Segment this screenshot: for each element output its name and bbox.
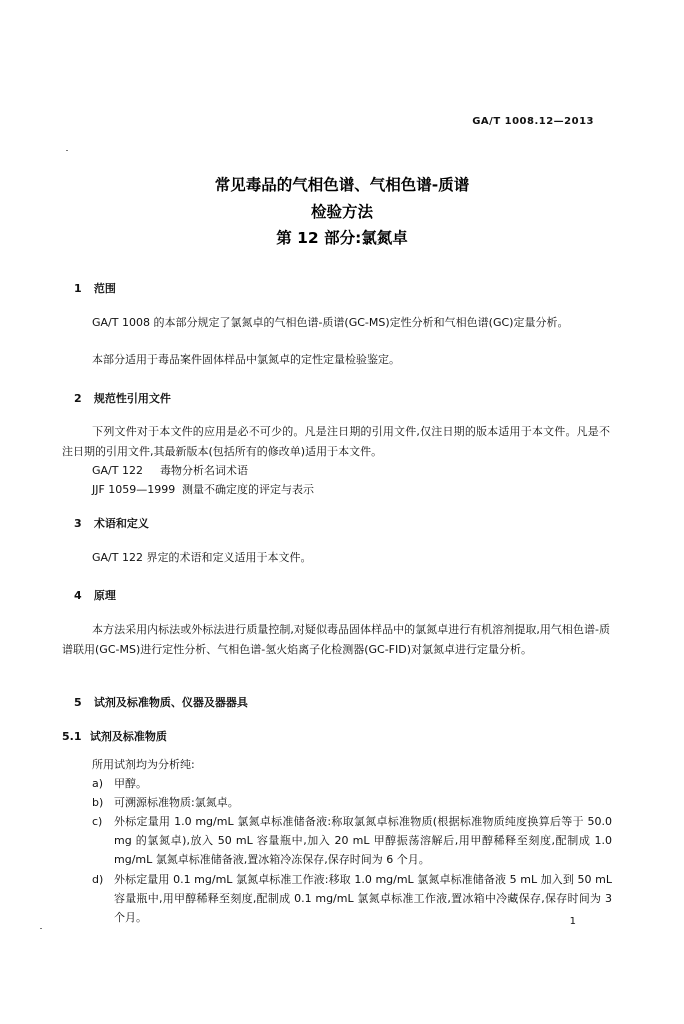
section-number: 5.1 [62,730,82,743]
reference-code: JJF 1059—1999 [92,483,176,496]
reagent-intro: 所用试剂均为分析纯: [92,758,195,771]
list-label: c) [92,815,103,828]
section-4-paragraph-1: 本方法采用内标法或外标法进行质量控制,对疑似毒品固体样品中的氯氮卓进行有机溶剂提取,用气相色谱-质谱联用(GC-MS)进行定性分析、气相色谱-氢火焰离子化检测器(GC-FID)对氯氮卓进行定量分析。 [62,623,610,656]
section-5-1-heading [62,728,167,744]
section-2-heading [74,390,171,406]
reference-title: 测量不确定度的评定与表示 [182,483,314,496]
reference-item [92,462,248,478]
section-title: 术语和定义 [93,517,149,530]
reference-item [92,481,314,497]
list-text: 可溯源标准物质:氯氮卓。 [114,796,239,809]
section-number: 5 [74,696,82,709]
section-1-paragraph-1: GA/T 1008 的本部分规定了氯氮卓的气相色谱-质谱(GC-MS)定性分析和气相色谱(GC)定量分析。 [92,316,569,329]
section-2-paragraph-1: 下列文件对于本文件的应用是必不可少的。凡是注日期的引用文件,仅注日期的版本适用于本文件。凡是不注日期的引用文件,其最新版本(包括所有的修改单)适用于本文件。 [62,425,610,458]
list-item [92,870,612,927]
section-number: 4 [74,589,82,602]
list-item [92,774,612,793]
list-text: 甲醇。 [114,777,147,790]
standard-number: GA/T 1008.12—2013 [472,116,594,127]
list-label: d) [92,873,104,886]
section-title: 规范性引用文件 [93,392,171,405]
title-line-2: 检验方法 [310,203,373,221]
section-4-heading [74,587,116,603]
section-1-heading [74,280,116,296]
page-number: 1 [569,916,576,927]
section-title: 试剂及标准物质、仪器及器器具 [93,696,248,709]
section-title: 范围 [93,282,116,295]
title-line-3: 第 12 部分:氯氮卓 [276,229,408,247]
reference-code: GA/T 122 [92,464,143,477]
list-label: a) [92,777,104,790]
section-number: 2 [74,392,82,405]
section-3-heading [74,515,149,531]
list-item [92,793,612,812]
scan-speck [40,928,42,929]
list-text: 外标定量用 0.1 mg/mL 氯氮卓标准工作液:移取 1.0 mg/mL 氯氮卓标准储备液 5 mL 加入到 50 mL 容量瓶中,用甲醇稀释至刻度,配制成 0.1 mg/mL 氯氮卓标准工作液,置冰箱中冷藏保存,保存时间为 3 个月。 [114,873,612,924]
section-3-paragraph-1: GA/T 122 界定的术语和定义适用于本文件。 [92,551,312,564]
list-text: 外标定量用 1.0 mg/mL 氯氮卓标准储备液:称取氯氮卓标准物质(根据标准物质纯度换算后等于 50.0 mg 的氯氮卓),放入 50 mL 容量瓶中,加入 20 mL 甲醇振荡溶解后,用甲醇稀释至刻度,配制成 1.0 mg/mL 氯氮卓标准储备液,置冰箱冷冻保存,保存时间为 6 个月。 [114,815,612,866]
title-line-1: 常见毒品的气相色谱、气相色谱-质谱 [214,176,470,194]
section-1-paragraph-2: 本部分适用于毒品案件固体样品中氯氮卓的定性定量检验鉴定。 [92,353,400,366]
reference-title: 毒物分析名词术语 [160,464,248,477]
scan-speck [66,150,68,151]
list-label: b) [92,796,104,809]
section-5-heading [74,694,248,710]
section-title: 原理 [93,589,116,602]
list-item [92,812,612,869]
section-number: 1 [74,282,82,295]
section-number: 3 [74,517,82,530]
section-title: 试剂及标准物质 [89,730,167,743]
